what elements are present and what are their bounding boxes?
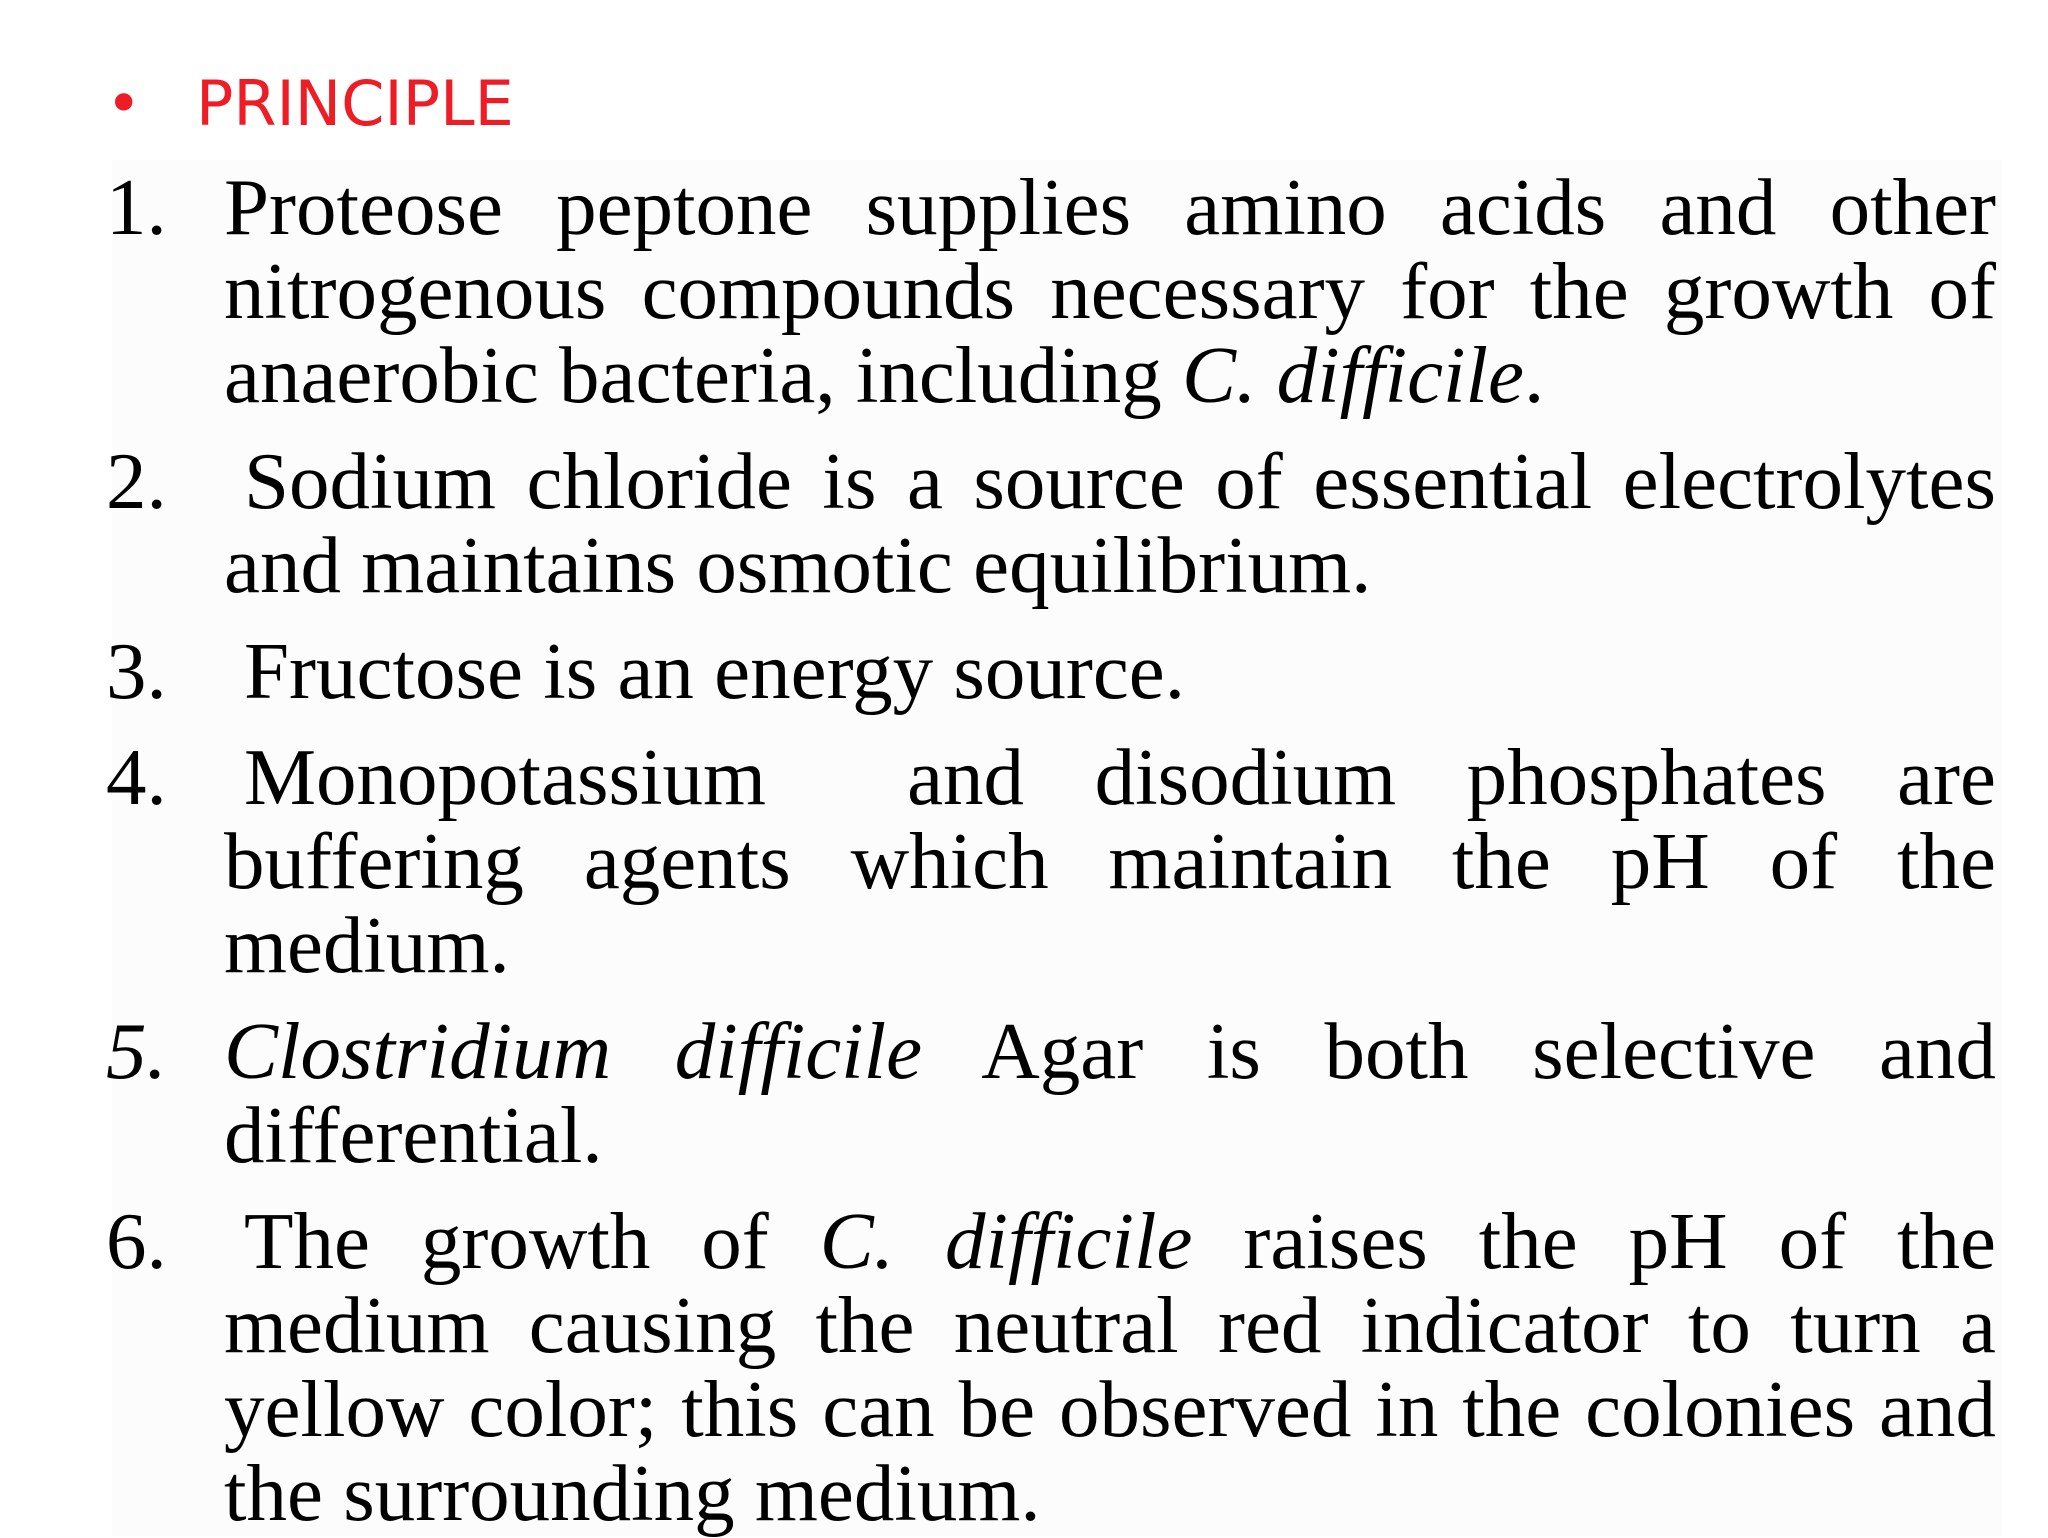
heading-title: PRINCIPLE [196,67,514,140]
item-number: 3. [106,626,167,716]
item-number: 1. [106,162,167,252]
list-item [106,626,1996,716]
list-item [106,1006,1997,1180]
principle-heading [106,62,514,146]
bullet-icon: • [106,69,142,139]
list-item [106,1196,1996,1538]
item-text: Monopotassium and disodium phosphates are buffering agents which maintain the pH of the medium. [224,732,2017,990]
principle-list [106,162,2017,1538]
item-text: Fructose is an energy source. [244,626,1185,716]
item-number: 2. [106,436,167,526]
item-text: Clostridium difficile Agar is both selective and differential. [224,1006,1997,1180]
item-text: The growth of C. difficile raises the pH of the medium causing the neutral red indicator to turn a yellow color; this can be observed in the colonies and the surrounding medium. [224,1196,1996,1538]
item-number: 5. [106,1006,167,1096]
list-item [106,436,1996,610]
list-item [106,162,1996,420]
item-text: Sodium chloride is a source of essential electrolytes and maintains osmotic equilibrium. [224,436,1996,610]
item-number: 6. [106,1196,167,1286]
item-text: Proteose peptone supplies amino acids and other nitrogenous compounds necessary for the growth of anaerobic bacteria, including C. difficile. [224,162,1996,420]
item-number: 4. [106,732,167,822]
list-item [106,732,2017,990]
